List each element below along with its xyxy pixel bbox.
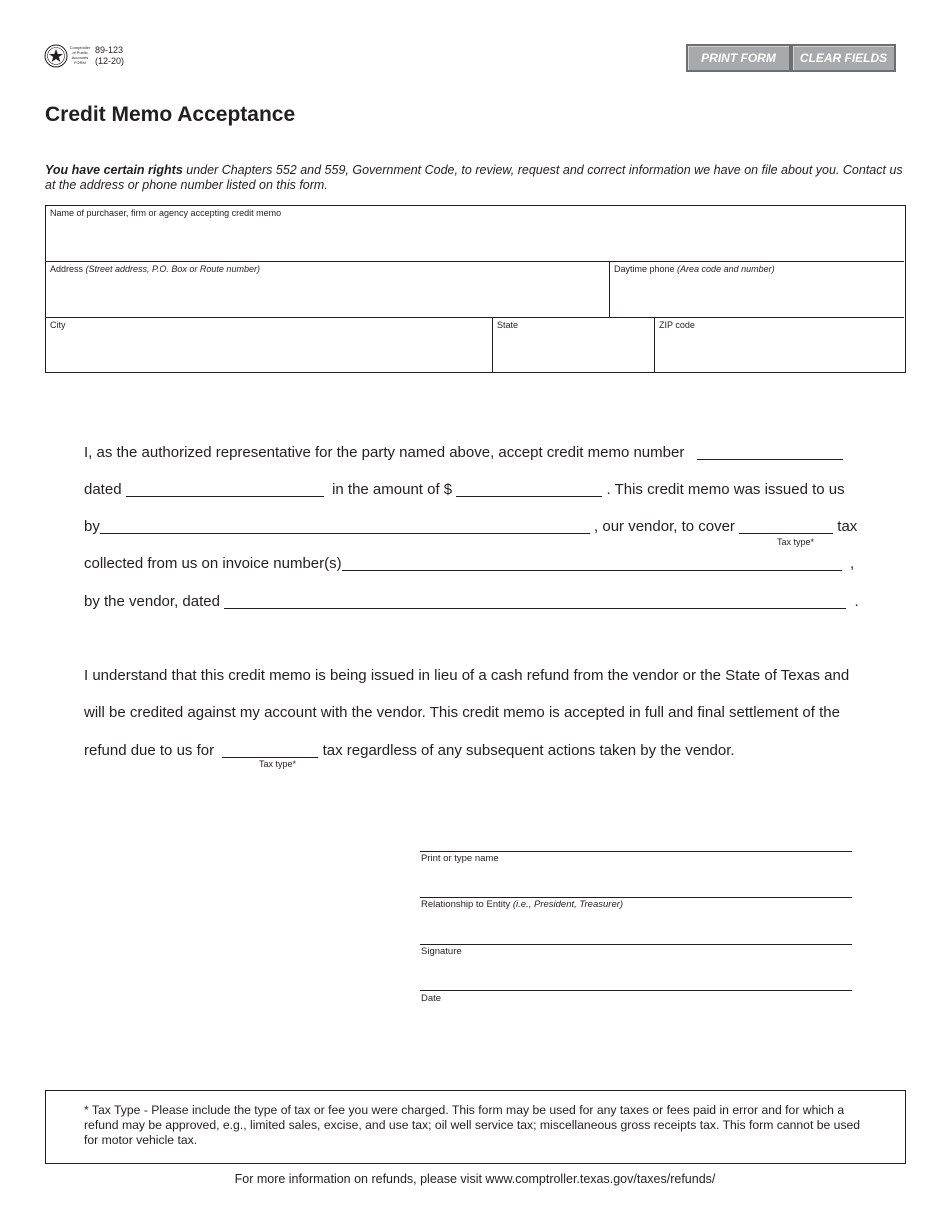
- form-revision: (12-20): [95, 56, 125, 66]
- amount-input[interactable]: [456, 481, 602, 497]
- signature-input[interactable]: [420, 944, 852, 945]
- understand-line-3: refund due to us for tax regardless of any subsequent actions taken by the vendor.: [84, 742, 735, 759]
- clear-fields-button[interactable]: CLEAR FIELDS: [791, 44, 896, 72]
- understand-line-1: I understand that this credit memo is being issued in lieu of a cash refund from the vendor or the State of Texas and: [84, 667, 850, 684]
- city-field[interactable]: [46, 318, 493, 372]
- statement-line-4: collected from us on invoice number(s) ,: [84, 555, 855, 572]
- city-label: City: [50, 320, 66, 330]
- invoice-numbers-input[interactable]: [342, 555, 842, 571]
- date-input[interactable]: [420, 990, 852, 991]
- zip-code-label: ZIP code: [659, 320, 695, 330]
- rights-notice-bold: You have certain rights: [45, 163, 183, 177]
- relationship-input[interactable]: [420, 897, 852, 898]
- print-form-button[interactable]: PRINT FORM: [686, 44, 791, 72]
- statement-line-5: by the vendor, dated .: [84, 593, 859, 610]
- understand-line-2: will be credited against my account with the vendor. This credit memo is accepted in full and final settlement of the: [84, 704, 840, 721]
- statement-line-1: I, as the authorized representative for the party named above, accept credit memo number: [84, 444, 866, 461]
- rights-notice: [45, 163, 905, 193]
- footer-refund-info: For more information on refunds, please visit www.comptroller.texas.gov/taxes/refunds/: [234, 1172, 716, 1186]
- state-field[interactable]: [493, 318, 655, 372]
- seal-text: Comptroller of Public Accounts FORM: [69, 45, 91, 65]
- purchaser-name-label: Name of purchaser, firm or agency accepting credit memo: [50, 208, 282, 218]
- tax-type-input-2[interactable]: [222, 742, 318, 758]
- relationship-label: Relationship to Entity (i.e., President, Treasurer): [421, 899, 624, 910]
- tax-type-caption-2: Tax type*: [259, 759, 297, 769]
- comptroller-seal-icon: [44, 44, 68, 68]
- rights-notice-text: under Chapters 552 and 559, Government Code, to review, request and correct information we have on file about you. Contact us at the address or phone number listed on this form.: [45, 163, 903, 192]
- state-label: State: [497, 320, 519, 330]
- credit-memo-number-input[interactable]: [697, 444, 843, 460]
- date-label: Date: [421, 993, 442, 1004]
- vendor-name-input[interactable]: [100, 518, 590, 534]
- purchaser-info-box: [45, 205, 906, 373]
- signature-label: Signature: [421, 946, 462, 957]
- invoice-date-input[interactable]: [224, 593, 846, 609]
- tax-type-caption-1: Tax type*: [777, 537, 815, 547]
- zip-code-field[interactable]: [655, 318, 904, 372]
- form-number: [95, 45, 124, 67]
- statement-line-2: dated in the amount of $ . This credit memo was issued to us: [84, 481, 845, 498]
- statement-line-3: by , our vendor, to cover tax: [84, 518, 858, 535]
- address-label: Address (Street address, P.O. Box or Route number): [50, 264, 260, 274]
- tax-type-note-box: [45, 1090, 906, 1164]
- purchaser-name-field[interactable]: [46, 206, 904, 262]
- print-name-label: Print or type name: [421, 853, 499, 864]
- tax-type-input-1[interactable]: [739, 518, 833, 534]
- page-title: Credit Memo Acceptance: [45, 103, 296, 126]
- daytime-phone-field[interactable]: [610, 262, 904, 318]
- tax-type-note: * Tax Type - Please include the type of tax or fee you were charged. This form may be used for any taxes or fees paid in error and for which a refund may be approved, e.g., limited sales, excise, and use tax; oil well service tax; miscellaneous gross receipts tax. This form cannot be used for motor vehicle tax.: [84, 1103, 861, 1147]
- address-field[interactable]: [46, 262, 610, 318]
- form-number-code: 89-123: [95, 45, 124, 55]
- daytime-phone-label: Daytime phone (Area code and number): [614, 264, 775, 274]
- memo-date-input[interactable]: [126, 481, 324, 497]
- print-name-input[interactable]: [420, 851, 852, 852]
